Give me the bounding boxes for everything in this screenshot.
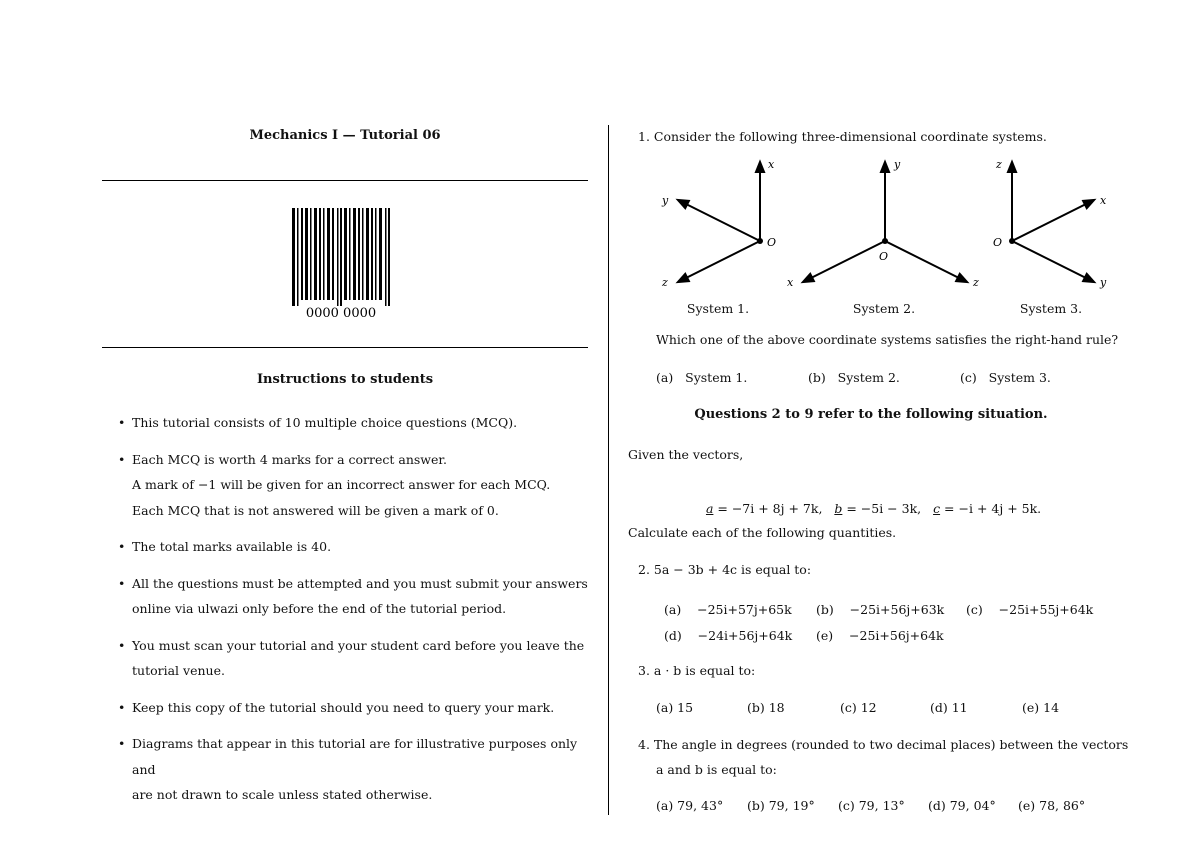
bullet-icon: • [118,736,126,751]
system-3-label: System 3. [1019,301,1083,316]
instructions-list [102,410,592,819]
q4-option-a[interactable]: (a) 79, 43° [656,798,724,813]
bullet-icon: • [118,451,126,467]
q2-option-a[interactable]: (a) −25i+57j+65k [664,602,792,617]
calc-text: Calculate each of the following quantities. [628,525,897,540]
instruction-item: • Diagrams that appear in this tutorial are for illustrative purposes only and are not drawn to scale unless stated otherwise. [102,731,592,808]
instruction-item: • You must scan your tutorial and your student card before you leave the tutorial venue. [102,633,592,684]
system-2-label: System 2. [852,301,916,316]
q1-prompt: Which one of the above coordinate systems satisfies the right-hand rule? [656,332,1119,347]
vector-c: c [933,501,941,516]
system-1-axis-label: y [662,194,669,207]
system-2-axis-label: y [894,158,901,171]
instruction-item: • The total marks available is 40. [102,534,592,560]
q2-option-b[interactable]: (b) −25i+56j+63k [816,602,945,617]
q1-option-b[interactable]: (b) System 2. [808,370,900,385]
system-1-axis-label: z [662,276,668,289]
q1-text: 1. Consider the following three-dimensional coordinate systems. [638,129,1047,144]
bullet-icon: • [118,415,126,430]
q2-option-d[interactable]: (d) −24i+56j+64k [664,628,793,643]
instruction-item: • All the questions must be attempted and you must submit your answers online via ulwazi only before the end of the tutorial period. [102,571,592,622]
q2-text: 2. 5a − 3b + 4c is equal to: [638,562,812,577]
instruction-item: • Each MCQ is worth 4 marks for a correct answer. A mark of −1 will be given for an incorrect answer for each MCQ. Each MCQ that is not answered will be given a mark of 0. [102,447,592,524]
system-1-origin-label: O [767,236,777,249]
bullet-icon: • [118,575,126,591]
q1-option-c[interactable]: (c) System 3. [960,370,1051,385]
top-rule [102,180,588,181]
instructions-heading: Instructions to students [256,372,434,387]
system-2-axis-label: z [973,276,979,289]
q4-text-line1: 4. The angle in degrees (rounded to two decimal places) between the vectors [638,737,1129,752]
q4-option-c[interactable]: (c) 79, 13° [838,798,905,813]
vector-b: b [834,501,843,516]
system-1-label: System 1. [686,301,750,316]
system-3-origin [1009,238,1015,244]
column-divider [608,125,609,815]
q3-option-e[interactable]: (e) 14 [1022,700,1060,715]
instruction-item: • Keep this copy of the tutorial should you need to query your mark. [102,695,592,721]
barcode-number: 0000 0000 [305,306,377,318]
q4-option-b[interactable]: (b) 79, 19° [747,798,815,813]
q3-option-c[interactable]: (c) 12 [840,700,877,715]
system-2-origin [882,238,888,244]
system-1-axis-label: x [768,158,775,171]
q3-option-a[interactable]: (a) 15 [656,700,694,715]
q4-option-d[interactable]: (d) 79, 04° [928,798,996,813]
q1-option-a[interactable]: (a) System 1. [656,370,748,385]
system-2-axis-label: x [787,276,794,289]
system-1-origin [757,238,763,244]
bullet-icon: • [118,539,126,554]
bullet-icon: • [118,699,126,715]
q2-option-e[interactable]: (e) −25i+56j+64k [816,628,944,643]
system-3-axis-label: x [1100,194,1107,207]
system-2-axes [803,162,967,282]
barcode-bars [292,208,390,306]
system-1-axes [678,162,760,282]
instruction-item: • This tutorial consists of 10 multiple choice questions (MCQ). [102,410,592,436]
q2-option-c[interactable]: (c) −25i+55j+64k [966,602,1094,617]
q4-option-e[interactable]: (e) 78, 86° [1018,798,1086,813]
q3-text: 3. a · b is equal to: [638,663,756,678]
system-3-origin-label: O [993,236,1003,249]
q3-option-b[interactable]: (b) 18 [747,700,785,715]
vector-a: a [705,501,714,516]
barcode [292,208,390,318]
coordinate-systems-diagram [640,150,1120,300]
vectors-line: a = −7i + 8j + 7k, b = −5i − 3k, c = −i + 4j + 5k. [705,501,1042,516]
situation-heading: Questions 2 to 9 refer to the following situation. [694,407,1048,422]
bottom-rule [102,347,588,348]
system-3-axes [1012,162,1094,282]
q4-text-line2: a and b is equal to: [656,762,777,777]
system-3-axis-label: z [996,158,1002,171]
bullet-icon: • [118,637,126,653]
page-title: Mechanics I — Tutorial 06 [249,128,441,143]
system-2-origin-label: O [879,250,889,263]
given-text: Given the vectors, [628,447,744,462]
q3-option-d[interactable]: (d) 11 [930,700,968,715]
system-3-axis-label: y [1100,276,1107,289]
